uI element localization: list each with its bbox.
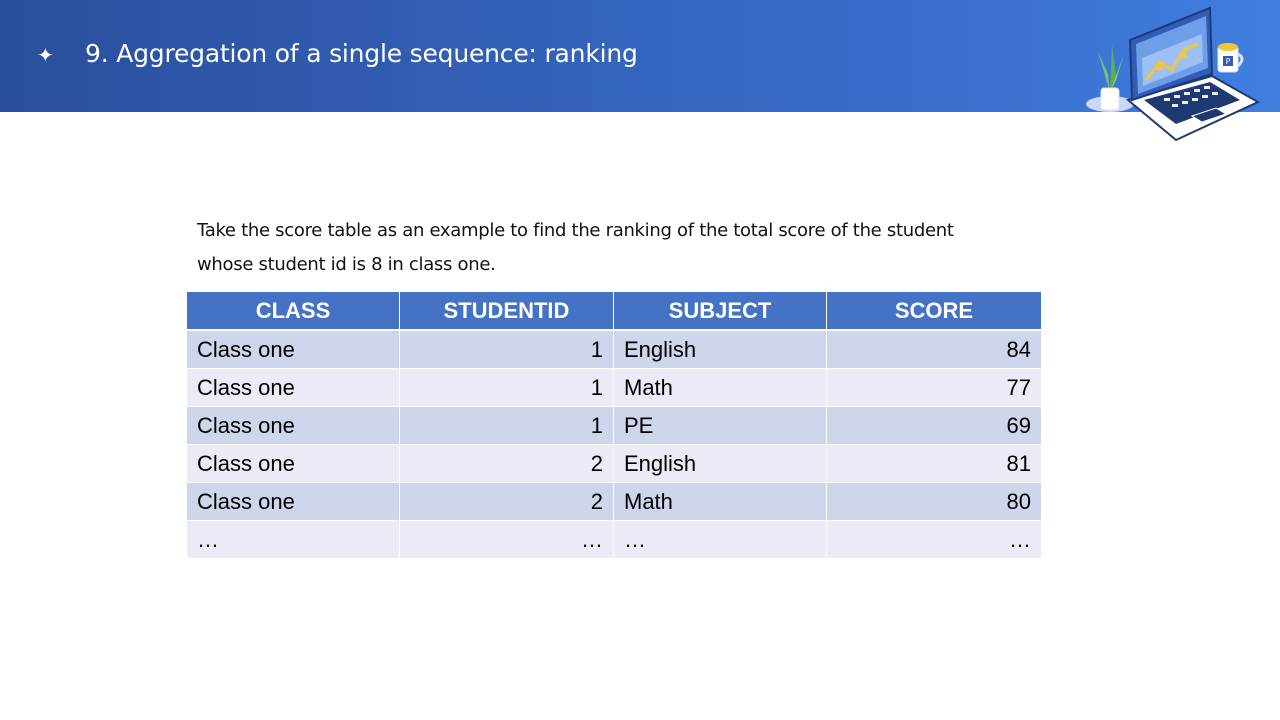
title-banner (0, 0, 1280, 112)
studentid-cell: … (400, 521, 614, 559)
class-cell: … (187, 521, 400, 559)
score-cell: 84 (827, 331, 1041, 369)
score-cell: 81 (827, 445, 1041, 483)
studentid-cell: 1 (400, 369, 614, 407)
table-row (187, 407, 1041, 445)
column-header-studentid: STUDENTID (400, 292, 614, 331)
subject-cell: English (614, 331, 827, 369)
table-header-row (187, 292, 1041, 331)
score-cell: 80 (827, 483, 1041, 521)
laptop-with-plant-and-mug-icon (1080, 4, 1270, 144)
svg-text:P: P (1225, 57, 1231, 66)
score-cell: 77 (827, 369, 1041, 407)
column-header-score: SCORE (827, 292, 1041, 331)
intro-paragraph (197, 214, 1017, 282)
studentid-cell: 2 (400, 483, 614, 521)
column-header-class: CLASS (187, 292, 400, 331)
score-cell: … (827, 521, 1041, 559)
intro-line-1: Take the score table as an example to find the ranking of the total score of the student (197, 220, 954, 241)
score-table (187, 292, 1041, 559)
class-cell: Class one (187, 445, 400, 483)
table-row (187, 445, 1041, 483)
slide-title: 9. Aggregation of a single sequence: ranking (85, 39, 638, 68)
score-cell: 69 (827, 407, 1041, 445)
studentid-cell: 2 (400, 445, 614, 483)
subject-cell: Math (614, 369, 827, 407)
table-row (187, 331, 1041, 369)
class-cell: Class one (187, 369, 400, 407)
subject-cell: PE (614, 407, 827, 445)
studentid-cell: 1 (400, 407, 614, 445)
intro-line-2: whose student id is 8 in class one. (197, 254, 496, 275)
table-row (187, 483, 1041, 521)
four-point-star-icon: ✦ (37, 43, 54, 67)
studentid-cell: 1 (400, 331, 614, 369)
class-cell: Class one (187, 407, 400, 445)
class-cell: Class one (187, 483, 400, 521)
table-row (187, 369, 1041, 407)
subject-cell: Math (614, 483, 827, 521)
subject-cell: English (614, 445, 827, 483)
column-header-subject: SUBJECT (614, 292, 827, 331)
class-cell: Class one (187, 331, 400, 369)
table-row (187, 521, 1041, 559)
subject-cell: … (614, 521, 827, 559)
